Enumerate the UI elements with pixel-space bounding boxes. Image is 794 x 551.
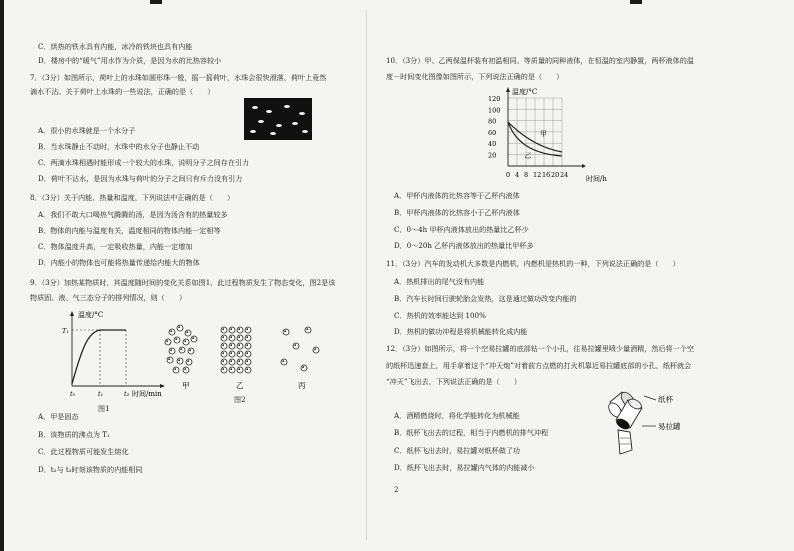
- jia-molecule: [177, 358, 183, 364]
- q10-stem-line1: 10．（3分）甲、乙两保温杯装有初温相同、等质量的同种液体，在恒温的室内静置，两杯液体的温: [386, 56, 694, 65]
- bing-molecule: [281, 359, 287, 365]
- fig2-yi-molecules: [221, 327, 251, 373]
- q10-x-tick: 20: [551, 171, 560, 179]
- q6-option-c: C．烘热的铁水具有内能，冰冷的铁块也具有内能: [38, 42, 193, 51]
- yi-molecule: [229, 343, 235, 349]
- q10-option-c: C．0～4h 甲杯内液体放出的热量比乙杯少: [394, 225, 529, 234]
- scan-edge-left: [0, 0, 4, 551]
- q7-option-c: C．两滴水珠相遇时能形成一个较大的水珠，说明分子之间存在引力: [38, 158, 250, 167]
- fig1-t1-label: T₁: [62, 327, 69, 335]
- scan-mark-top-right: [630, 0, 642, 4]
- q10-stem-line2: 度－时间变化图像如图所示，下列说法正确的是（ ）: [386, 72, 564, 81]
- yi-molecule: [245, 367, 251, 373]
- yi-molecule: [237, 351, 243, 357]
- q10-y-tick: 100: [488, 106, 501, 115]
- q10-x-tick: 12: [533, 171, 542, 179]
- yi-molecule: [221, 335, 227, 341]
- q10-x-tick: 24: [560, 171, 569, 179]
- fig1-caption: 图1: [98, 404, 110, 413]
- yi-molecule: [245, 343, 251, 349]
- q12-cup-label: 纸杯: [658, 395, 673, 404]
- q12-can-label: 易拉罐: [658, 422, 681, 431]
- q10-y-tick-labels: [488, 95, 500, 160]
- yi-molecule: [229, 327, 235, 333]
- q9-option-c: C．此过程物质可能发生熔化: [38, 447, 129, 456]
- q11-option-a: A．热机排出的尾气没有内能: [394, 277, 485, 286]
- jia-molecule: [183, 339, 189, 345]
- q7-option-b: B．当水珠静止不动时，水珠中的水分子也静止不动: [38, 142, 200, 151]
- q10-x-tick-labels: [506, 171, 568, 179]
- figure-2-molecule-arrangements: [158, 322, 328, 398]
- q10-y-tick: 80: [488, 117, 497, 126]
- jia-molecule: [179, 347, 185, 353]
- figure-q10-cooling-curves: [482, 84, 608, 186]
- jia-molecule: [177, 325, 183, 331]
- q12-stem-line1: 12．（3分）如图所示，将一个空易拉罐的底部钻一个小孔，往易拉罐里喷少量酒精，然后将一个空: [386, 344, 694, 353]
- q9-option-a: A．甲是固态: [38, 412, 79, 421]
- fig1-xlabel: 时间/min: [132, 390, 162, 398]
- yi-molecule: [229, 351, 235, 357]
- q10-ylabel: 温度/°C: [512, 88, 538, 96]
- q9-stem-line1: 9．（3分）加热某物质时，其温度随时间的变化关系如图1，此过程物质发生了物态变化，图2是该: [30, 278, 336, 287]
- q10-xlabel: 时间/h: [586, 175, 607, 183]
- yi-molecule: [237, 343, 243, 349]
- q10-y-tick: 60: [488, 128, 497, 137]
- figure-q12-cup-and-can: [596, 386, 696, 470]
- q10-option-d: D．0～20h 乙杯内液体放出的热量比甲杯多: [394, 241, 534, 250]
- q6-option-d: D．楼房中的“暖气”用水作为介质，是因为水的比热容较小: [38, 56, 222, 65]
- yi-molecule: [221, 351, 227, 357]
- yi-molecule: [229, 367, 235, 373]
- q11-stem: 11．（3分）汽车的发动机大多数是内燃机，内燃机是热机的一种，下列说法正确的是（ ）: [386, 259, 680, 268]
- jia-molecule: [165, 339, 171, 345]
- fig1-ta-label: t₁: [98, 390, 104, 398]
- q8-option-c: C．物体温度升高，一定吸收热量，内能一定增加: [38, 242, 193, 251]
- jia-molecule: [169, 348, 175, 354]
- q8-stem: 8．（3分）关于内能、热量和温度，下列说法中正确的是（ ）: [30, 193, 235, 202]
- yi-molecule: [237, 327, 243, 333]
- q10-option-a: A．甲杯内液体的比热容等于乙杯内液体: [394, 191, 520, 200]
- q9-option-d: D．t₂与 t₃时刻该物质的内能相同: [38, 465, 143, 474]
- q8-option-d: D．内能小的物体也可能将热量传递给内能大的物体: [38, 258, 200, 267]
- jia-molecule: [169, 329, 175, 335]
- jia-molecule: [186, 359, 192, 365]
- q12-stem-line2: 的纸杯迅速套上，用手拿着这个“冲天炮”对着前方点燃的打火机靠近易拉罐底部的小孔，纸杯就会: [386, 361, 692, 370]
- q9-stem-line2: 物质固、液、气三态分子的排列情况，则（ ）: [30, 293, 187, 302]
- yi-molecule: [245, 359, 251, 365]
- q11-option-c: C．热机的效率能达到 100%: [394, 311, 486, 320]
- bing-molecule: [301, 365, 307, 371]
- jia-molecule: [185, 330, 191, 336]
- fig2-bing-label: 丙: [298, 381, 306, 390]
- yi-molecule: [237, 367, 243, 373]
- jia-molecule: [173, 367, 179, 373]
- fig2-bing-molecules: [281, 327, 319, 371]
- fig2-yi-label: 乙: [236, 381, 244, 390]
- jia-molecule: [188, 348, 194, 354]
- q12-option-c: C．纸杯飞出去时，易拉罐对纸杯做了功: [394, 446, 521, 455]
- q12-option-a: A．酒精燃烧时，将化学能转化为机械能: [394, 411, 520, 420]
- jia-molecule: [191, 336, 197, 342]
- q11-option-b: B．汽车长时间行驶轮胎会发热，这是通过做功改变内能的: [394, 294, 577, 303]
- fig1-temperature-curve: [72, 330, 126, 384]
- scan-mark-top-left: [150, 0, 162, 4]
- q11-option-d: D．热机的做功冲程是将机械能转化成内能: [394, 327, 528, 336]
- q10-x-tick: 4: [515, 171, 520, 179]
- q10-jia-label: 甲: [540, 130, 547, 138]
- q10-grid: [508, 98, 562, 166]
- q9-option-b: B．该物质的沸点为 T₁: [38, 430, 110, 439]
- q12-option-b: B．纸杯飞出去的过程，相当于内燃机的排气冲程: [394, 428, 549, 437]
- jia-molecule: [174, 337, 180, 343]
- fig2-jia-label: 甲: [182, 381, 190, 390]
- fig1-ylabel: 温度/°C: [78, 311, 104, 319]
- yi-molecule: [245, 351, 251, 357]
- q10-option-b: B．甲杯内液体的比热容小于乙杯内液体: [394, 208, 520, 217]
- fig2-caption: 图2: [234, 395, 246, 404]
- yi-molecule: [237, 359, 243, 365]
- fig2-jia-molecules: [165, 325, 197, 373]
- yi-molecule: [245, 327, 251, 333]
- fig1-t0-label: t₀: [70, 390, 76, 398]
- yi-molecule: [229, 335, 235, 341]
- figure-1-heating-curve: [60, 308, 172, 404]
- lotus-leaf-water-drops-photo: [244, 98, 312, 140]
- q8-option-a: A．我们不敢大口喝热气腾腾的汤，是因为汤含有的热量较多: [38, 210, 228, 219]
- fig1-tb-label: t₂: [124, 390, 130, 398]
- yi-molecule: [221, 367, 227, 373]
- hand-with-lighter-drawing: [618, 430, 632, 454]
- q10-y-tick: 120: [488, 95, 501, 103]
- q10-x-tick: 8: [524, 171, 529, 179]
- q10-x-tick: 16: [542, 171, 551, 179]
- q7-stem-line2: 滴水不沾。关于荷叶上水珠的一些说法，正确的是（ ）: [30, 87, 215, 96]
- q10-yi-label: 乙: [524, 152, 531, 160]
- q10-y-tick: 40: [488, 140, 497, 149]
- yi-molecule: [221, 343, 227, 349]
- jia-molecule: [183, 367, 189, 373]
- q7-stem-line1: 7．（3分）如图所示，荷叶上的水珠如圆形珠一般，摇一摇荷叶，水珠会很快滑落，荷叶上竟然: [30, 73, 327, 82]
- q12-option-d: D．纸杯飞出去时，易拉罐内气体的内能减小: [394, 463, 535, 472]
- q10-y-tick: 20: [488, 151, 497, 160]
- jia-molecule: [167, 357, 173, 363]
- yi-molecule: [237, 335, 243, 341]
- q7-option-a: A．很小的水珠就是一个水分子: [38, 126, 136, 135]
- yi-molecule: [221, 359, 227, 365]
- bing-molecule: [313, 347, 319, 353]
- column-divider: [366, 10, 367, 540]
- yi-molecule: [229, 359, 235, 365]
- q10-x-tick: 0: [506, 171, 511, 179]
- q7-option-d: D．荷叶不沾水，是因为水珠与荷叶的分子之间只有斥力没有引力: [38, 174, 243, 183]
- yi-molecule: [221, 327, 227, 333]
- yi-molecule: [245, 335, 251, 341]
- bing-molecule: [293, 343, 299, 349]
- page-number: 2: [394, 486, 399, 494]
- bing-molecule: [283, 329, 289, 335]
- q12-stem-line3: “冲天”飞出去，下列说法正确的是（ ）: [386, 377, 521, 386]
- q8-option-b: B．物体的内能与温度有关，温度相同的物体内能一定相等: [38, 226, 221, 235]
- bing-molecule: [305, 327, 311, 333]
